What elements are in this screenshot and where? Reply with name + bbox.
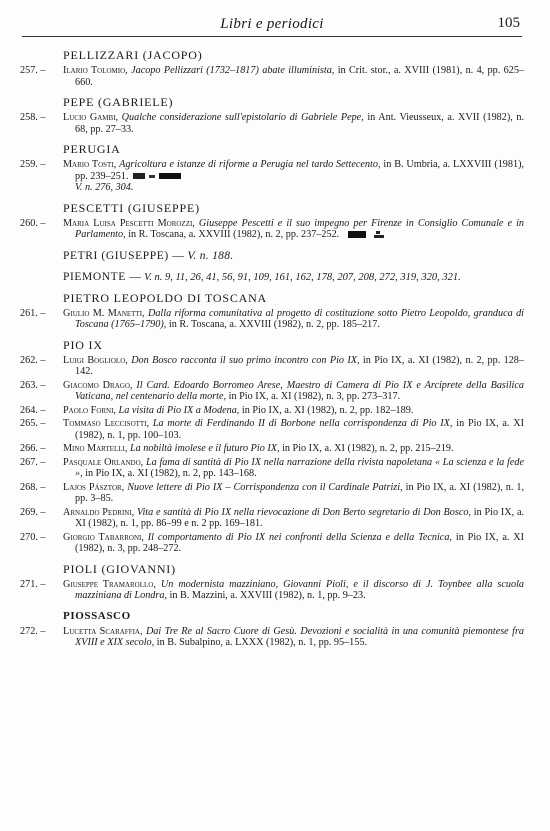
entry-body: [63, 355, 524, 378]
entry-title: Un modernista mazziniano, Giovanni Pioli, e il discorso di J. Toynbee alla scuola mazziniana di Londra,: [75, 578, 524, 601]
entry-author: Mario Tosti,: [63, 159, 117, 170]
entry-title: Jacopo Pellizzari (1732–1817) abate illuminista,: [131, 65, 335, 76]
entry-261: [20, 308, 524, 331]
entry-title: La fama di santità di Pio IX nella narrazione della rivista napoletana « La scienza e la fede »,: [75, 456, 524, 479]
entry-author: Lajos Pásztor,: [63, 481, 125, 493]
see-also-reference: V. n. 276, 304.: [75, 182, 134, 193]
pio-ix-entries: [20, 355, 524, 555]
entry-number: 260. –: [20, 217, 46, 229]
entry-body: [63, 405, 524, 417]
entry-268: [20, 482, 524, 505]
entry-publication: in Pio IX, a. XI (1982), n. 3, pp. 273–317.: [228, 391, 401, 402]
entry-body: [63, 65, 524, 88]
entry-258: [20, 112, 524, 135]
entry-author: Paolo Forni,: [63, 404, 116, 416]
see-also-reference: V. n. 188.: [187, 249, 234, 262]
entry-body: [63, 380, 524, 403]
entry-number: 265. –: [20, 418, 46, 429]
entry-266: [20, 443, 524, 455]
entry-number: 272. –: [20, 625, 46, 637]
entry-title: Vita e santità di Pio IX nella rievocazione di Don Berto segretario di Don Bosco,: [137, 506, 472, 518]
entry-269: [20, 507, 524, 530]
entry-number: 269. –: [20, 506, 46, 518]
entry-publication: in Pio IX, a. XI (1982), n. 3, pp. 248–272.: [75, 531, 525, 554]
entry-publication: in Pio IX, a. XI (1982), n. 2, pp. 128–142.: [75, 354, 524, 377]
entry-number: 263. –: [20, 379, 46, 391]
entry-body: [63, 443, 524, 455]
section-heading-pescetti: PESCETTI (GIUSEPPE): [63, 200, 200, 215]
entry-author: Arnaldo Pedrini,: [63, 506, 135, 518]
entry-title: La morte di Ferdinando II di Borbone nella corrispondenza di Pio IX,: [152, 418, 453, 429]
entry-265: [20, 418, 524, 441]
entry-author: Pasquale Orlando,: [63, 456, 144, 468]
cross-reference-label: PETRI (GIUSEPPE) —: [63, 249, 185, 262]
entry-publication: in Pio IX, a. XI (1982), n. 2, pp. 215–219.: [282, 443, 454, 454]
entry-body: [63, 626, 524, 649]
entry-author: Luigi Bogliolo,: [63, 354, 128, 366]
entry-body: [63, 507, 524, 530]
section-heading-piossasco: PIOSSASCO: [63, 609, 131, 622]
entry-number: 259. –: [20, 159, 46, 170]
entry-title: Il Card. Edoardo Borromeo Arese, Maestro di Camera di Pio IX e Arciprete della Basilica Vaticana, nel centenario della morte,: [75, 379, 524, 402]
entry-263: [20, 380, 524, 403]
entry-title: La visita di Pio IX a Modena,: [118, 404, 240, 416]
entry-number: 257. –: [20, 65, 46, 76]
entry-264: [20, 405, 524, 417]
entry-author: Giulio M. Manetti,: [63, 307, 145, 319]
section-heading-pietro-leopoldo: PIETRO LEOPOLDO DI TOSCANA: [63, 290, 268, 305]
entry-body: [63, 418, 524, 441]
entry-title: Agricoltura e istanze di riforme a Perugia nel tardo Settecento,: [119, 159, 381, 170]
entry-publication: in R. Toscana, a. XXVIII (1982), n. 2, pp. 185–217.: [168, 319, 380, 330]
page-number: 105: [497, 15, 520, 31]
entry-publication: in Pio IX, a. XI (1982), n. 1, pp. 100–103.: [75, 418, 525, 441]
section-heading-pepe: PEPE (GABRIELE): [63, 95, 174, 109]
entry-body: [63, 457, 524, 480]
entry-body: [63, 159, 524, 194]
entry-number: 267. –: [20, 456, 46, 468]
entry-publication: in B. Subalpino, a. LXXX (1982), n. 1, pp. 95–155.: [156, 637, 367, 648]
entry-publication: in Pio IX, a. XI (1982), n. 2, pp. 143–168.: [85, 468, 257, 479]
entry-title: Il comportamento di Pio IX nei confronti della Scienza e della Tecnica,: [147, 531, 452, 543]
entry-title: Dalla riforma comunitativa al progetto di costituzione sotto Pietro Leopoldo, granduca di Toscana (1765–1790),: [75, 307, 524, 330]
entry-title: Don Bosco racconta il suo primo incontro con Pio IX,: [131, 354, 360, 366]
entry-body: [63, 579, 524, 602]
entry-number: 266. –: [20, 443, 46, 454]
cross-reference-petri: [63, 249, 524, 263]
entry-author: Lucetta Scaraffia,: [63, 625, 143, 637]
entry-262: [20, 355, 524, 378]
entry-body: [63, 482, 524, 505]
entry-body: [63, 218, 524, 241]
entry-260: [20, 218, 524, 241]
entry-number: 271. –: [20, 578, 46, 590]
entry-271: [20, 579, 524, 602]
cross-reference-label: PIEMONTE —: [63, 270, 142, 283]
entry-267: [20, 457, 524, 480]
entry-author: Maria Luisa Pescetti Morozzi,: [63, 217, 195, 229]
entry-number: 264. –: [20, 404, 46, 416]
running-title: Libri e periodici: [220, 16, 324, 32]
page-header: [22, 14, 522, 37]
entry-author: Tommaso Leccisotti,: [63, 418, 150, 429]
section-heading-pioli: PIOLI (GIOVANNI): [63, 561, 176, 576]
section-heading-pellizzari: PELLIZZARI (JACOPO): [63, 48, 203, 62]
entry-publication: in Pio IX, a. XI (1982), n. 1, pp. 3–85.: [75, 481, 525, 504]
entry-author: Mino Martelli,: [63, 443, 128, 454]
bibliography-content: [20, 48, 524, 651]
entry-publication: in Pio IX, a. XI (1982), n. 2, pp. 182–189.: [241, 404, 414, 416]
entry-publication: in Crit. stor., a. XVIII (1981), n. 4, pp. 625–660.: [75, 65, 525, 88]
entry-title: Nuove lettere di Pio IX – Corrispondenza con il Cardinale Patrizi,: [127, 481, 403, 493]
entry-title: Giuseppe Pescetti e il suo impegno per Firenze in Consiglio Comunale e in Parlamento,: [75, 217, 524, 240]
entry-author: Giorgio Tabarroni,: [63, 531, 144, 543]
entry-author: Giuseppe Tramarollo,: [63, 578, 156, 590]
see-also-reference: V. n. 9, 11, 26, 41, 56, 91, 109, 161, 162, 178, 207, 208, 272, 319, 320, 321.: [144, 271, 461, 283]
ink-smudge: [342, 230, 392, 239]
entry-257: [20, 65, 524, 88]
section-heading-pio-ix: PIO IX: [63, 337, 103, 352]
entry-author: Ilario Tolomio,: [63, 65, 128, 76]
entry-number: 261. –: [20, 307, 46, 319]
entry-259: [20, 159, 524, 194]
ink-smudge: [131, 172, 185, 180]
cross-reference-piemonte: [63, 271, 524, 284]
entry-270: [20, 532, 524, 555]
entry-number: 270. –: [20, 531, 46, 543]
entry-number: 262. –: [20, 354, 46, 366]
entry-publication: in B. Umbria, a. LXXVIII (1981), pp. 239–251.: [75, 159, 525, 182]
entry-body: [63, 532, 524, 555]
entry-body: [63, 112, 524, 135]
entry-body: [63, 308, 524, 331]
section-heading-perugia: PERUGIA: [63, 142, 121, 156]
entry-publication: in R. Toscana, a. XXVIII (1982), n. 2, pp. 237–252.: [128, 229, 340, 240]
entry-title: Qualche considerazione sull'epistolario di Gabriele Pepe,: [121, 112, 364, 123]
entry-number: 258. –: [20, 112, 46, 123]
entry-publication: in Pio IX, a. XI (1982), n. 1, pp. 86–99 e n. 2 pp. 169–181.: [75, 506, 525, 529]
entry-publication: in Ant. Vieusseux, a. XVII (1982), n. 68, pp. 27–33.: [75, 112, 524, 135]
entry-272: [20, 626, 524, 649]
entry-author: Giacomo Drago,: [63, 379, 133, 391]
entry-publication: in B. Mazzini, a. XXVIII (1982), n. 1, pp. 9–23.: [169, 590, 366, 601]
entry-author: Lucio Gambi,: [63, 112, 119, 123]
entry-title: La nobiltà imolese e il futuro Pio IX,: [129, 443, 280, 454]
entry-number: 268. –: [20, 481, 46, 493]
entry-title: Dai Tre Re al Sacro Cuore di Gesù. Devozioni e socialità in una comunità piemontese fra XVIII e XIX secolo,: [75, 625, 525, 648]
